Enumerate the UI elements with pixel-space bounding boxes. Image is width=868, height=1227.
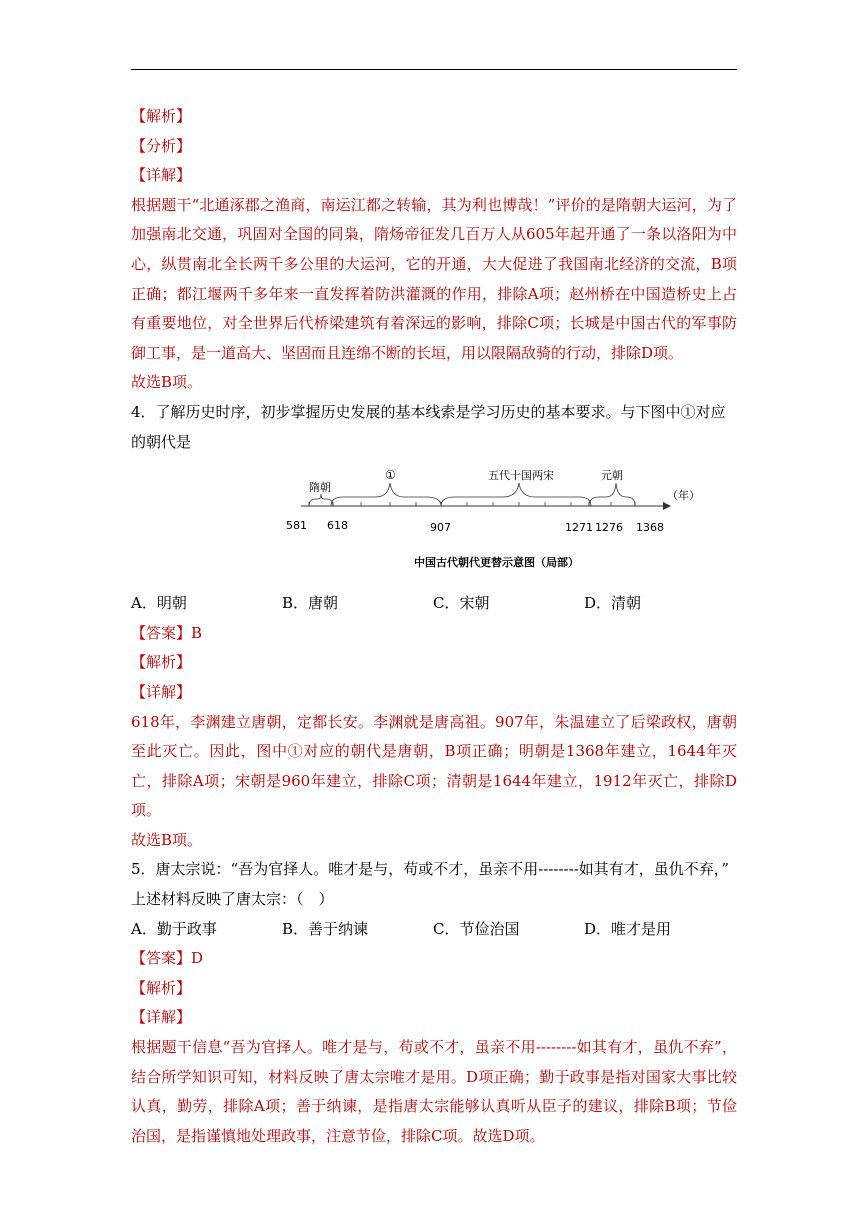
year-label: 1276	[595, 521, 623, 535]
label-sui: 隋朝	[309, 481, 331, 495]
brace-yuan	[589, 483, 635, 506]
dynasty-timeline-figure	[131, 457, 737, 589]
brace-song	[441, 483, 591, 506]
q3-detail-label: 【详解】	[131, 166, 192, 185]
year-label: 581	[286, 519, 307, 533]
q4-option-c: C．宋朝	[433, 594, 490, 613]
q4-options	[131, 589, 737, 619]
year-label: 1368	[636, 521, 664, 535]
q4-option-d: D．清朝	[584, 594, 642, 613]
axis-arrow	[663, 502, 671, 510]
q3-analysis-label: 【解析】	[131, 107, 192, 125]
q5-option-b: B．善于纳谏	[282, 919, 369, 938]
q4-stem-line2: 的朝代是	[131, 432, 192, 451]
timeline-svg	[281, 461, 701, 589]
label-song: 五代十国两宋	[488, 469, 554, 483]
q4-choice: 故选B项。	[131, 830, 203, 849]
q5-answer: 【答案】D	[131, 949, 204, 968]
q3-choice: 故选B项。	[131, 373, 203, 392]
label-unit: （年）	[667, 489, 700, 503]
q4-option-a: A．明朝	[131, 594, 187, 613]
q4-option-b: B．唐朝	[282, 594, 339, 613]
q5-option-a: A．勤于政事	[131, 919, 217, 938]
q4-stem-line1: 4．了解历史时序，初步掌握历史发展的基本线索是学习历史的基本要求。与下图中①对应	[131, 402, 726, 421]
content	[131, 102, 737, 1151]
figure-caption: 中国古代朝代更替示意图（局部）	[414, 556, 579, 570]
year-label: 907	[430, 521, 451, 535]
q5-stem-line2: 上述材料反映了唐太宗：（ ）	[131, 890, 334, 909]
q5-detail-text: 根据题干信息“吾为官择人。唯才是与，苟或不才，虽亲不用--------如其有才，虽仇不弃”，结合所学知识可知，材料反映了唐太宗唯才是用。D项正确；勤于政事是指对国家大事比较认真，勤劳，排除A项；善于纳谏，是指唐太宗能够认真听从臣子的建议，排除B项；节俭治国，是指谨慎地处理政事，注意节俭，排除C项。故选D项。	[131, 1038, 737, 1145]
q5-option-c: C．节俭治国	[433, 919, 520, 938]
year-label: 618	[327, 519, 348, 533]
q5-analysis-label: 【解析】	[131, 978, 192, 997]
brace-circle1	[331, 483, 441, 506]
year-label: 1271	[565, 521, 593, 535]
q4-detail-text: 618年，李渊建立唐朝，定都长安。李渊就是唐高祖。907年，朱温建立了后梁政权，唐朝至此灭亡。因此，图中①对应的朝代是唐朝，B项正确；明朝是1368年建立，1644年灭亡，排除A项；宋朝是960年建立，排除C项；清朝是1644年建立，1912年灭亡，排除D项。	[131, 712, 737, 820]
q4-analysis-label: 【解析】	[131, 653, 192, 672]
q5-stem-line1: 5．唐太宗说：“吾为官择人。唯才是与，苟或不才，虽亲不用--------如其有才，虽仇不弃，”	[131, 860, 729, 879]
q4-answer: 【答案】B	[131, 623, 203, 642]
q5-option-d: D．唯才是用	[584, 919, 672, 938]
q5-options	[131, 915, 737, 945]
q3-detail-text: 根据题干“北通涿郡之渔商，南运江都之转输，其为利也博哉！”评价的是隋朝大运河，为了加强南北交通，巩固对全国的同枭，隋炀帝征发几百万人从605年起开通了一条以洛阳为中心，纵贯南北全长两千多公里的大运河，它的开通，大大促进了我国南北经济的交流，B项正确；都江堰两千多年来一直发挥着防洪灌溉的作用，排除A项；赵州桥在中国造桥史上占有重要地位，对全世界后代桥梁建筑有着深远的影响，排除C项；长城是中国古代的军事防御工事，是一道高大、坚固而且连绵不断的长垣，用以限隔敌骑的行动，排除D项。	[131, 195, 737, 362]
q5-detail-label: 【详解】	[131, 1008, 192, 1027]
brace-sui	[309, 494, 333, 506]
q3-fenxi-label: 【分析】	[131, 136, 192, 155]
q4-detail-label: 【详解】	[131, 682, 192, 701]
label-circle1: ①	[385, 468, 396, 483]
label-yuan: 元朝	[601, 469, 623, 483]
header-rule	[131, 69, 737, 70]
